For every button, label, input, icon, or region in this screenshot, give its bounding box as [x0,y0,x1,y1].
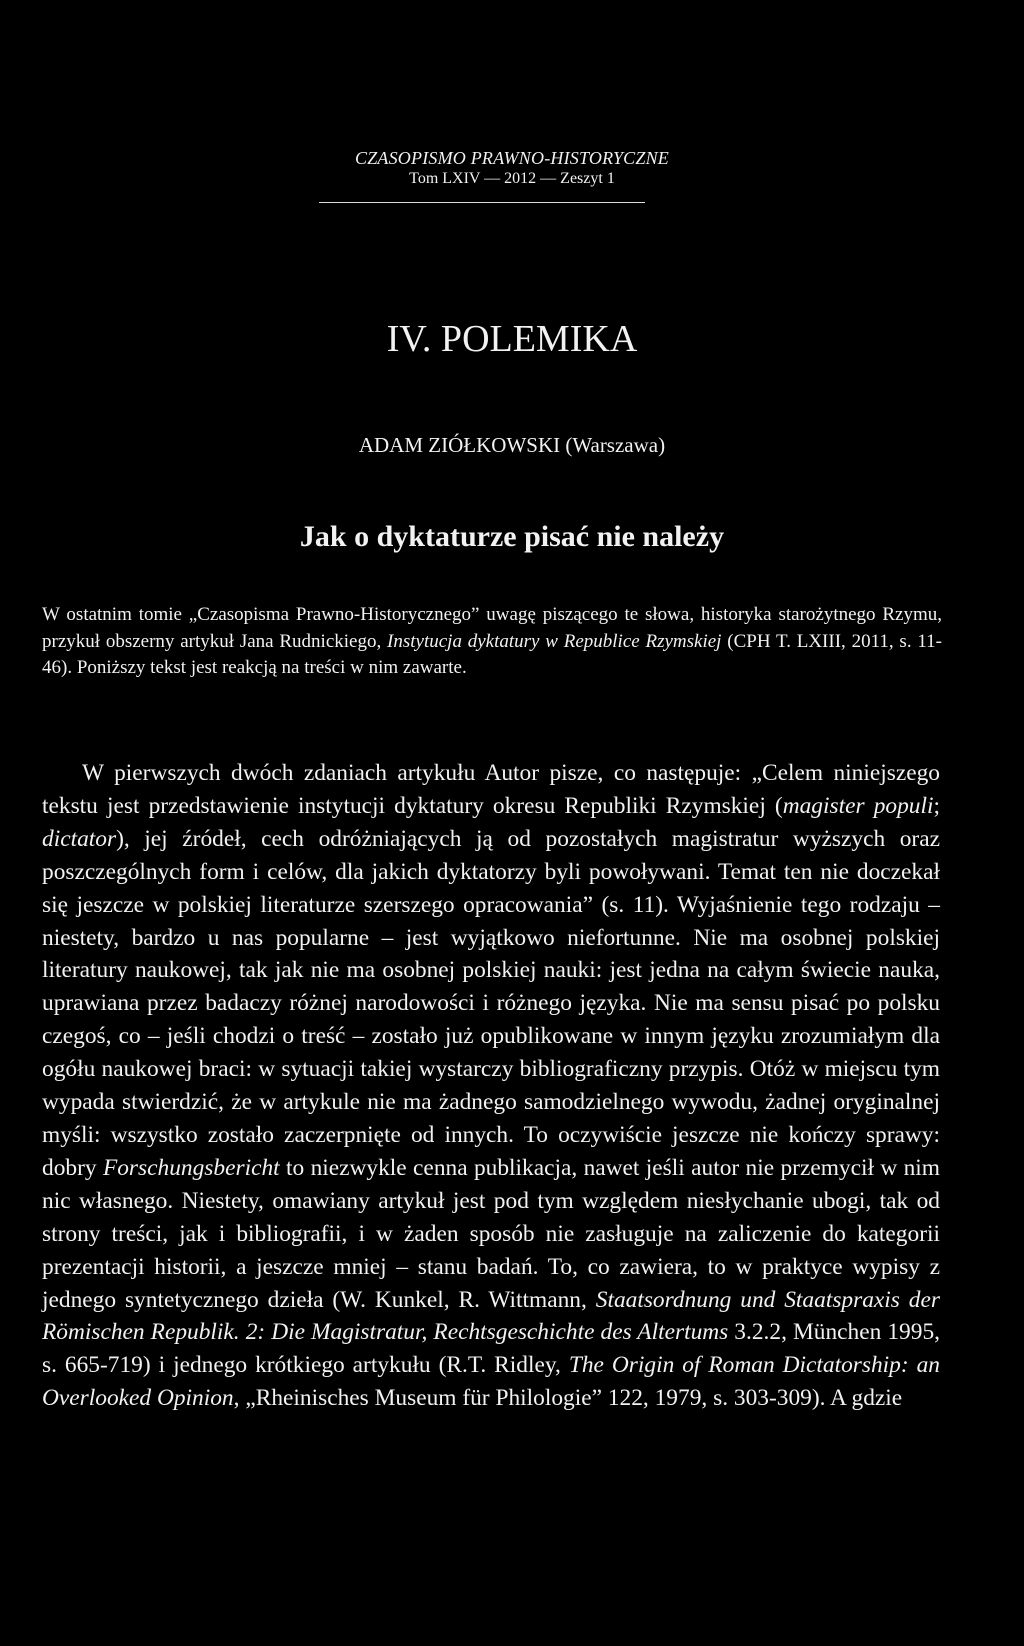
body-text [42,757,940,1415]
abstract-paragraph [42,602,942,682]
body-segment: , „Rheinisches Museum für Philologie” 122, 1979, s. 303-309). A gdzie [233,1385,903,1412]
abstract [42,602,942,682]
latin-term: magister populi [782,792,934,819]
german-term: Forschungsbericht [102,1154,280,1181]
cited-work: The Origin of Roman Dictatorship: an Overlooked Opinion [42,1352,940,1412]
body-segment: W pierwszych dwóch zdaniach artykułu Autor pisze, co następuje: „Celem niniejszego tekstu jest przedstawienie instytucji dyktatury okresu Republiki Rzymskiej ( [42,760,940,819]
journal-name: CZASOPISMO PRAWNO-HISTORYCZNE [355,148,669,168]
abstract-text: W ostatnim tomie „Czasopisma Prawno-Historycznego” uwagę piszącego te słowa, historyka starożytnego Rzymu, przykuł obszerny artykuł Jana Rudnickiego, [42,604,942,652]
cited-title: Instytucja dyktatury w Republice Rzymskiej [387,630,722,652]
body-paragraph [42,757,940,1415]
author-line: ADAM ZIÓŁKOWSKI (Warszawa) [358,433,666,457]
journal-header [0,147,1024,189]
latin-term: dictator [42,825,117,852]
section-heading: IV. POLEMIKA [386,318,638,360]
abstract-text: (CPH T. LXIII, 2011, s. 11-46). Poniższy tekst jest reakcją na treści w nim zawarte. [42,630,942,678]
body-segment: ; [933,792,940,819]
article-title: Jak o dyktaturze pisać nie należy [299,520,725,553]
header-rule [319,202,645,203]
issue-line: Tom LXIV — 2012 — Zeszyt 1 [409,170,615,187]
body-segment: ), jej źródeł, cech odróżniających ją od pozostałych magistratur wyższych oraz poszczególnych form i celów, dla jakich dyktatorzy byli powoływani. Temat ten nie doczekał się jeszcze w polskiej literaturze szerszego opracowania” (s. 11). Wyjaśnienie tego rodzaju – niestety, bardzo u nas popularne – jest wyjątkowo niefortunne. Nie ma osobnej polskiej literatury naukowej, tak jak nie ma osobnej polskiej nauki: jest jedna na całym świecie nauka, uprawiana przez badaczy różnej narodowości i różnego języka. Nie ma sensu pisać po polsku czegoś, co – jeśli chodzi o treść – zostało już opublikowane w innym języku zrozumiałym dla ogółu naukowej braci: w sytuacji takiej wystarczy bibliograficzny przypis. Otóż w miejscu tym wypada stwierdzić, że w artykule nie ma żadnego samodzielnego wywodu, żadnej oryginalnej myśli: wszystko zostało zaczerpnięte od innych. To oczywiście jeszcze nie kończy sprawy: dobry [42,825,940,1181]
body-segment: to niezwykle cenna publikacja, nawet jeśli autor nie przemycił w nim nic własnego. Niestety, omawiany artykuł jest pod tym względem niesłychanie ubogi, tak od strony treści, jak i bibliografii, i w żaden sposób nie zasługuje na zaliczenie do kategorii prezentacji historii, a jeszcze mniej – stanu badań. To, co zawiera, to w praktyce wypisy z jednego syntetycznego dzieła (W. Kunkel, R. Wittmann, [42,1154,940,1313]
cited-work: Staatsordnung und Staatspraxis der Römischen Republik. 2: Die Magistratur, Rechtsgeschichte des Altertums [42,1286,940,1346]
body-segment: 3.2.2, München 1995, s. 665-719) i jednego krótkiego artykułu (R.T. Ridley, [42,1319,940,1379]
